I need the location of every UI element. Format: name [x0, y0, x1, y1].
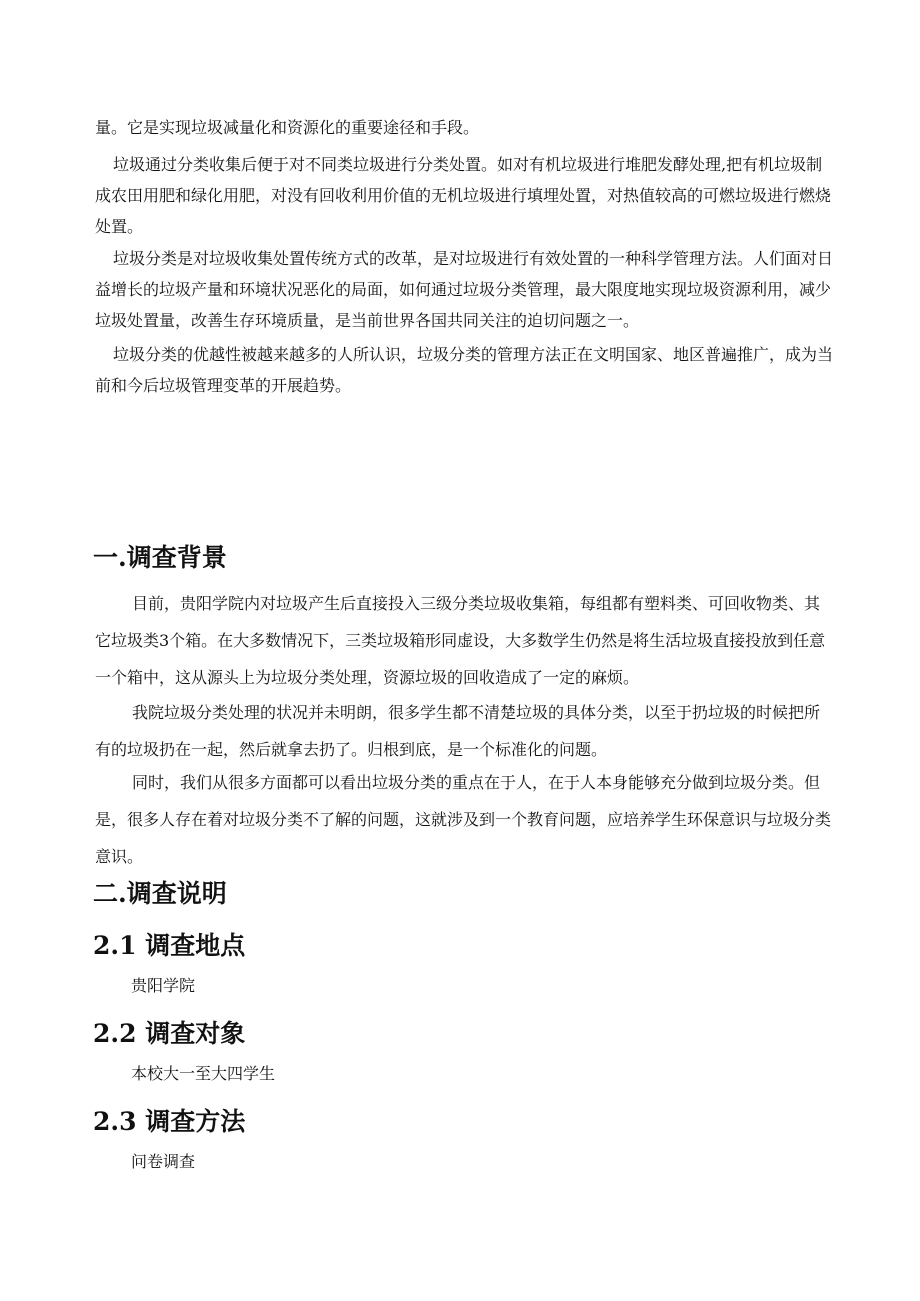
section-heading-background: 一.调查背景	[93, 543, 227, 572]
subsection-content-method: 问卷调查	[131, 1152, 196, 1171]
intro-paragraph-1: 量。它是实现垃圾减量化和资源化的重要途径和手段。	[95, 118, 480, 137]
subsection-heading-location: 2.1 调查地点	[93, 931, 246, 960]
subsection-content-location: 贵阳学院	[131, 976, 196, 995]
intro-paragraph-3: 垃圾分类是对垃圾收集处置传统方式的改革，是对垃圾进行有效处置的一种科学管理方法。人们面对日益增长的垃圾产量和环境状况恶化的局面，如何通过垃圾分类管理，最大限度地实现垃圾资源利用，减少垃圾处置量，改善生存环境质量，是当前世界各国共同关注的迫切问题之一。	[95, 249, 834, 330]
subsection-content-subjects: 本校大一至大四学生	[131, 1064, 276, 1083]
intro-paragraph-2: 垃圾通过分类收集后便于对不同类垃圾进行分类处置。如对有机垃圾进行堆肥发酵处理,把有机垃圾制成农田用肥和绿化用肥，对没有回收利用价值的无机垃圾进行填埋处置，对热值较高的可燃垃圾进行燃烧处置。	[95, 155, 832, 236]
intro-paragraph-4: 垃圾分类的优越性被越来越多的人所认识，垃圾分类的管理方法正在文明国家、地区普遍推广，成为当前和今后垃圾管理变革的开展趋势。	[95, 345, 834, 395]
subsection-heading-subjects: 2.2 调查对象	[93, 1019, 246, 1048]
background-paragraph-3: 同时，我们从很多方面都可以看出垃圾分类的重点在于人，在于人本身能够充分做到垃圾分类。但是，很多人存在着对垃圾分类不了解的问题，这就涉及到一个教育问题，应培养学生环保意识与垃圾分类意识。	[95, 773, 832, 866]
section-heading-description: 二.调查说明	[93, 879, 227, 908]
background-paragraph-1: 目前，贵阳学院内对垃圾产生后直接投入三级分类垃圾收集箱，每组都有塑料类、可回收物类、其它垃圾类3个箱。在大多数情况下，三类垃圾箱形同虚设，大多数学生仍然是将生活垃圾直接投放到任意一个箱中，这从源头上为垃圾分类处理，资源垃圾的回收造成了一定的麻烦。	[95, 594, 826, 687]
subsection-heading-method: 2.3 调查方法	[93, 1107, 246, 1136]
background-paragraph-2: 我院垃圾分类处理的状况并未明朗，很多学生都不清楚垃圾的具体分类，以至于扔垃圾的时候把所有的垃圾扔在一起，然后就拿去扔了。归根到底，是一个标准化的问题。	[95, 703, 821, 759]
